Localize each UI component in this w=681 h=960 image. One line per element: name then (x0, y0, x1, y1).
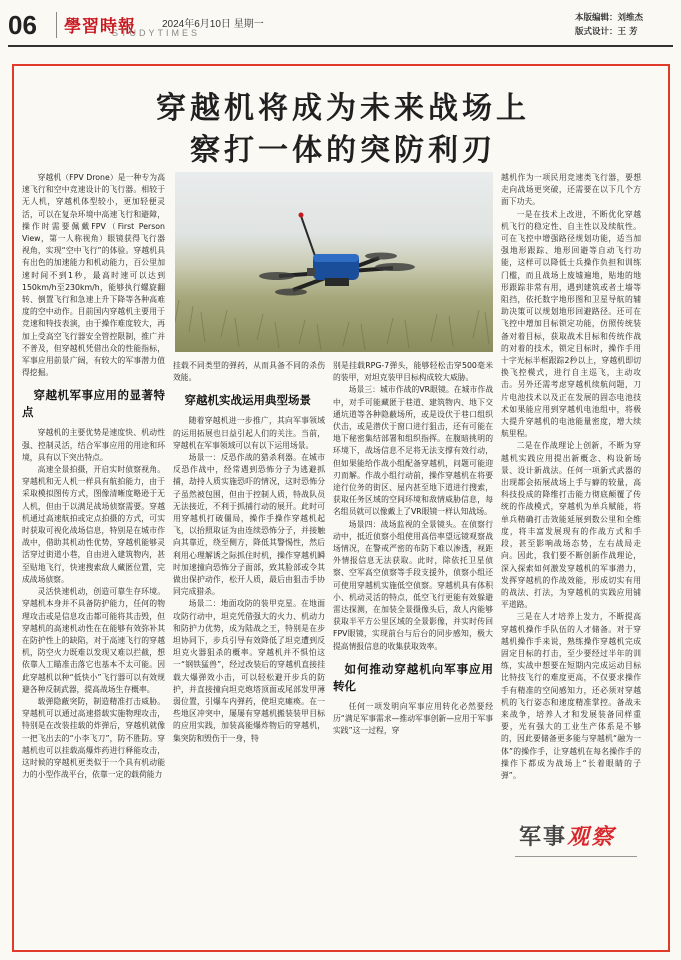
masthead-divider (56, 12, 57, 38)
headline (14, 88, 672, 172)
paragraph: 随着穿越机进一步推广，其向军事领域的运用拓展也日益引起人们的关注。当前，穿越机在军事领域可以有以下运用场景。 (173, 416, 325, 450)
paragraph: 场景二：地面攻防的装甲克星。在地面攻防行动中，坦克凭借强大的火力、机动力和防护力优势，成为陆战之王，特别是在步坦协同下，步兵引导有效降低了坦克遭到反坦克火器狙杀的概率。穿越机并不惧怕这一“钢铁猛兽”，经过改装后的穿越机直接挂载大爆弹效小击，可以轻松避开步兵的防护，并直接撞向坦克炮塔顶面或尾部发甲薄弱位置，引爆车内弹药，使坦克瘫痪。在一些地区冲突中，屡屡有穿越机搬装装甲目标的应用实践，加装高能爆炸物后的穿越机，集突防和毁伤于一身，特 (173, 599, 325, 743)
layout-name: 王 芳 (617, 27, 638, 37)
paragraph: 任何一项发明向军事应用转化必然要经历“满足军事需求—推动军事创新—应用于军事实践”这一过程，穿 (333, 701, 493, 736)
paragraph: 一是在技术上改进，不断优化穿越机飞行的稳定性、自主性以及续航性。可在飞控中增强路径规划功能，适当加强地形跟踪、地形回避等自动飞行功能，这样可以降低士兵操作负担和训练门槛，而且战场上废墟遍地，贴地的地形跟踪非常有用，遇到建筑或者土墙等阻挡，依托数字地形图和卫星导航的辅助决策可以规划地形回避路径。还可在飞控中增加目标锁定功能，仿照传统装备对着目标，获取战术目标和传统作战的对着的技术，锁定目标时，操作手用十字光标半框跟踪2秒以上，穿越机即切换飞控模式，进行自主巡飞，主动攻击。另外还需考虑穿越机续航问题，刀片电池技术以及正在发展的固态电池技术如果能应用到穿越机电池组中，将极大提升穿越机的电池能量密度，增大续航里程。 (501, 209, 641, 439)
paragraph: 载弹隐蔽突防，制造精准打击威胁。穿越机可以通过高速搭载实施物理攻击，特别是在改装挂载的炸弹后，穿越机就像一把飞出去的“小李飞刀”，防不胜防。穿越机也可以挂载高爆炸药进行释能攻击，这时候的穿越机更类似于一个具有机动能力的小型作战平台，依靠一定的载荷能力 (22, 696, 165, 780)
paragraph: 穿越机（FPV Drone）是一种专为高速飞行和空中竞速设计的飞行器。相较于无人机，穿越机体型较小，更加轻便灵活，可以在复杂环境中高速飞行和避障，操作时需要佩戴FPV（First Person View，第一人称视角）眼镜获得飞行器视角，实现“空中飞行”的体验。穿越机具有出色的加速能力和机动能力，百公里加速时间不到1秒，最高时速可以达到150km/h至230km/h，能够执行螺旋翻转、倒置飞行和急速上升下降等各种高难度的空中动作。目前国内穿越机主要用于竞速和特技表演，由于操作难度较大，再加上受高空飞行器安全管控限制，推广并不普及，但穿越机凭借出众的性能指标，军事应用前景广阔，有较大的军事潜力值得挖掘。 (22, 173, 165, 378)
drone-illustration (175, 172, 493, 352)
drone-photo (175, 172, 493, 352)
headline-line-1: 穿越机将成为未来战场上 (156, 91, 530, 126)
editor-credits (575, 11, 667, 39)
layout-label: 版式设计： (575, 27, 618, 37)
column-stamp-main: 军事 (519, 824, 568, 850)
paragraph: 穿越机的主要优势是速度快、机动性强、控制灵活，结合军事应用的用途和环境，具有以下突出特点。 (22, 428, 165, 462)
column-stamp (515, 812, 637, 868)
article-column-3 (333, 360, 493, 880)
article-column-2 (173, 360, 325, 880)
paragraph: 场景三：城市作战的VR眼镜。在城市作战中，对手可能藏匿于巷道、建筑物内、地下交通坑道等各种隐蔽场所，或是设伏于巷口组织伏击，或是潜伏于窗口进行狙击，还有可能在地下秘密集结部署和组织指挥。在腹暗挑明的环境下，战场信息不足将无法支撑有效行动，但如果能给作战小组配备穿越机，问题可能迎刃而解。作战小组行动前，操作穿越机在将要途行位务的街区、屋内甚至地下道进行搜索，获取任务区域的空间环境和敌情威胁信息，每名组员就可以像戴上了VR眼镜一样认知战场。 (333, 385, 493, 517)
paper-logo: 學習時報 (64, 17, 136, 37)
headline-line-2: 察打一体的突防利刃 (190, 133, 496, 168)
paragraph: 别是挂载RPG-7弹头，能够轻松击穿500毫米的装甲，对坦克装甲目标构成较大威胁。 (333, 361, 493, 383)
issue-date: 2024年6月10日 星期一 (162, 19, 264, 30)
editor-label: 本版编辑： (575, 13, 618, 23)
paragraph: 灵活快速机动，创造可靠生存环境。穿越机本身并不具备防护能力，任何的物理攻击或是信息攻击都可能将其击毁，但穿越机的高速机动性在在能够有效弥补其在防护性上的缺陷，对于高速飞行的穿越机，防空火力既难以发现又难以拦截，想依靠人工瞄准击落它也基本不太可能。因此穿越机以种“低快小”飞行器可以有效规避各种反制武器，提高战场生存概率。 (22, 587, 165, 694)
paragraph: 越机作为一项民用竞速类飞行器，要想走向战场更突破，还需要在以下几个方面下功夫。 (501, 173, 641, 207)
paragraph: 挂载不同类型的弹药，从而具备不同的杀伤效能。 (173, 361, 325, 383)
editor-name: 刘维杰 (617, 13, 644, 23)
column-stamp-accent: 观察 (567, 824, 616, 850)
article-column-1 (22, 172, 165, 882)
masthead-rule (8, 45, 673, 47)
section-heading: 穿越机军事应用的显著特点 (22, 388, 165, 420)
paper-logo-en: STUDYTIMES (112, 28, 201, 38)
section-heading: 如何推动穿越机向军事应用转化 (333, 661, 493, 693)
article-column-4 (501, 172, 641, 812)
paragraph: 二是在作战理论上创新，不断为穿越机实践应用提出新概念、构设新场景、设计新战法。任何一项新式武器的出现都会拓展战场上手与癖的较量，高科技投成的降维打击能力彻底颠覆了传统的作战模式，穿越机为单兵赋能，将单兵精确打击效能延展到数公里和全维度，将丰富发展现有的作战方式和手段，甚至影响战场态势，左右战局走向。因此，我们要不断创新作战理论，深入探索如何激发穿越机的军事潜力，发挥穿越机的作战效能，形成切实有用的战法、打法，为穿越机的实践应用铺平道路。 (501, 441, 641, 610)
section-heading: 穿越机实战运用典型场景 (184, 393, 311, 408)
page-number: 06 (8, 10, 37, 40)
masthead (0, 0, 681, 52)
column-stamp-title (519, 820, 615, 851)
column-stamp-rule (515, 856, 637, 857)
paragraph: 三是在人才培养上发力，不断提高穿越机操作手队伍的人才储备。对于穿越机操作手来说，熟练操作穿越机完成固定目标的打击，至少要经过半年的训练，实战中想要在短期内完成运动目标比特技飞行的难度更高，不仅要求操作手有精准的空间感知力，还必须对穿越机的飞行姿态和速度精准掌控。备战未来战争，培养人才和发展装备同样重要，光有强大的工业生产体系是不够的，因此要储备更多能与穿越机“融为一体”的操作手，让穿越机在每名操作手的操作下都成为战场上“长着眼睛的子弹”。 (501, 612, 641, 780)
paragraph: 高速全景拍摄，开启实时侦察视角。穿越机和无人机一样具有航拍能力，由于采取模拟图传方式，图像清晰度略逊于无人机，但由于以满足战场侦察需要。穿越机通过高速航拍或定点拍摄的方式，可实时获取可视化战场信息，特别是在城市作战中，借助其机动性优势，穿越机能够灵活穿过街道小巷，自由进入建筑物内，甚至贴地飞行，快速搜索敌人藏匿位置，完成战场侦察。 (22, 465, 165, 584)
paragraph: 场景一：反恐作战的猎杀利器。在城市反恐作战中，经常遇到恐怖分子为逃避抓捕，劫持人质实施恐吓的情况，这时恐怖分子虽然被包围，但由于控制人质，特战队员无法接近，不利于抓捕行动的展开。此时可用穿越机打破僵局，操作手操作穿越机起飞，以抬照取证为由连续恐怖分子，并接触向其靠近，绕至侧方，降低其警惕性，然后利用心理解诱之际抓住时机，操作穿越机瞬时加速撞向恐怖分子面部，致其脸部或令其做出保护动作，松开人质，最后由狙击手协同完成猎杀。 (173, 453, 325, 597)
paragraph: 场景四：战场监视的全景镜头。在侦察行动中，抵近侦察小组使用高倍率望远镜观察战场情况，在警戒严密的布防下难以渗透，视距外情报信息无法获取。此时，除依托卫星侦察、空军高空侦察等手段支援外，侦察小组还可使用穿越机实施低空侦察。穿越机具有体积小、机动灵活的特点，低空飞行更能有效躲避雷达探测，在加装全景摄像头后，敌人内能够获取半平方公里区域的全景影像，并实时传回FPV眼镜，实现前台与后台的同步感知，极大提高情报信息的收集获取效率。 (333, 519, 493, 651)
